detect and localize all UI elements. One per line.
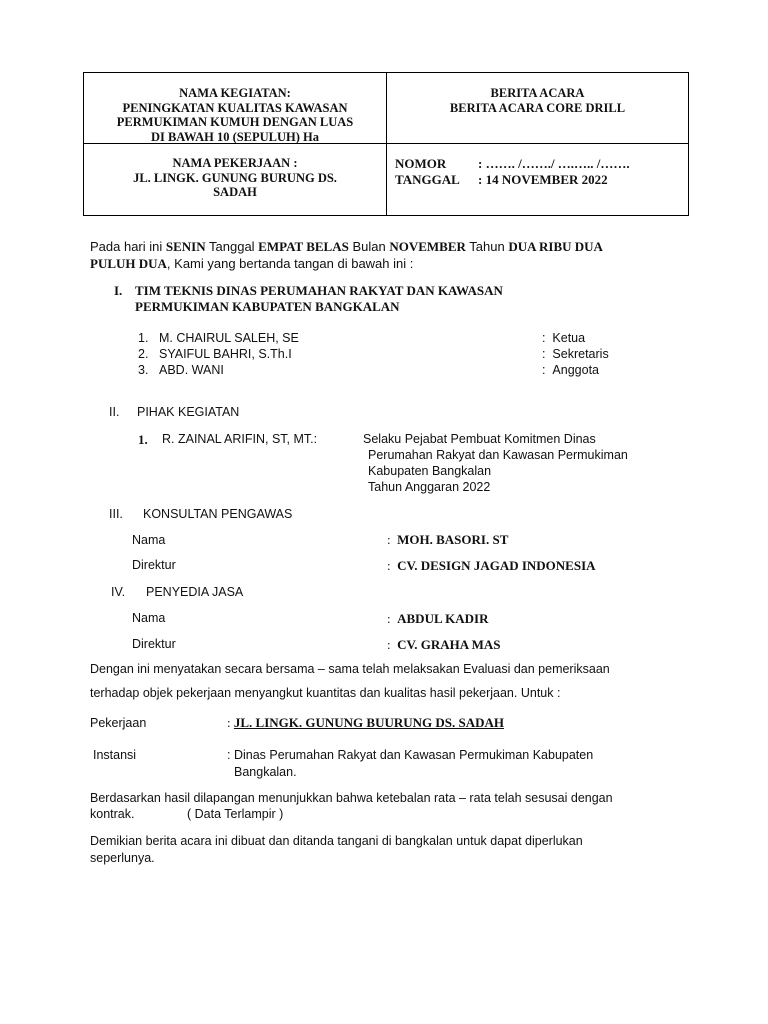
statement-line: terhadap objek pekerjaan menyangkut kuantitas dan kualitas hasil pekerjaan. Untuk : — [90, 686, 561, 700]
document-title: BERITA ACARA — [490, 86, 585, 100]
konsultan-direktur-value: : CV. DESIGN JAGAD INDONESIA — [387, 558, 596, 573]
pekerjaan-value: : JL. LINGK. GUNUNG BUURUNG DS. SADAH — [227, 715, 505, 730]
statement-line: Dengan ini menyatakan secara bersama – sama telah melaksakan Evaluasi dan pemeriksaan — [90, 662, 610, 676]
pekerjaan-line: JL. LINGK. GUNUNG BURUNG DS. — [133, 170, 337, 185]
member-role: : Anggota — [542, 363, 599, 377]
nomor-value: : ……. /……./ ….….. /……. — [478, 156, 630, 171]
intro-line-1 — [90, 239, 603, 255]
section-1-number: I. — [114, 283, 123, 298]
instansi-value: Bangkalan. — [234, 765, 297, 779]
instansi-label: Instansi — [93, 748, 137, 762]
section-2-title: PIHAK KEGIATAN — [137, 405, 240, 419]
pekerjaan-cell — [84, 156, 386, 200]
section-4-title: PENYEDIA JASA — [146, 585, 244, 599]
penyedia-direktur-value: : CV. GRAHA MAS — [387, 637, 501, 652]
nomor-label: NOMOR — [395, 156, 447, 171]
closing-line: Demikian berita acara ini dibuat dan ditanda tangani di bangkalan untuk dapat diperlukan — [90, 834, 583, 848]
intro-text: Bulan — [348, 239, 390, 254]
intro-line-2 — [90, 256, 413, 272]
pekerjaan-label: NAMA PEKERJAAN : — [172, 156, 298, 170]
member-number: 1. — [138, 331, 149, 345]
header-table — [83, 72, 689, 216]
pihak-desc: Kabupaten Bangkalan — [368, 464, 492, 478]
member-number: 3. — [138, 363, 149, 377]
document-subtitle: BERITA ACARA CORE DRILL — [449, 100, 626, 115]
intro-text: Tanggal — [205, 239, 259, 254]
member-name: M. CHAIRUL SALEH, SE — [159, 331, 299, 345]
intro-date: EMPAT BELAS — [258, 239, 349, 254]
section-3-title: KONSULTAN PENGAWAS — [143, 507, 293, 521]
penyedia-nama-value: : ABDUL KADIR — [387, 611, 489, 626]
intro-month: NOVEMBER — [389, 239, 466, 254]
konsultan-nama-value: : MOH. BASORI. ST — [387, 532, 509, 547]
kegiatan-cell — [84, 86, 386, 144]
member-number: 2. — [138, 347, 149, 361]
kegiatan-label: NAMA KEGIATAN: — [179, 86, 291, 100]
konsultan-direktur-label: Direktur — [132, 558, 176, 572]
pihak-name: R. ZAINAL ARIFIN, ST, MT.: — [162, 432, 318, 446]
instansi-value: : Dinas Perumahan Rakyat dan Kawasan Permukiman Kabupaten — [227, 748, 594, 762]
pihak-desc: Selaku Pejabat Pembuat Komitmen Dinas — [363, 432, 596, 446]
pihak-desc: Tahun Anggaran 2022 — [368, 480, 491, 494]
section-1-title: TIM TEKNIS DINAS PERUMAHAN RAKYAT DAN KAWASAN — [135, 283, 503, 298]
member-name: SYAIFUL BAHRI, S.Th.I — [159, 347, 292, 361]
intro-text: , Kami yang bertanda tangan di bawah ini : — [166, 256, 414, 271]
intro-day: SENIN — [165, 239, 206, 254]
pekerjaan-label: Pekerjaan — [90, 716, 147, 730]
tanggal-value: : 14 NOVEMBER 2022 — [478, 172, 608, 187]
tanggal-label: TANGGAL — [395, 172, 460, 187]
pekerjaan-line: SADAH — [213, 185, 257, 199]
member-role: : Sekretaris — [542, 347, 609, 361]
result-note: ( Data Terlampir ) — [187, 807, 284, 821]
document-title-cell — [387, 86, 688, 115]
section-1-title: PERMUKIMAN KABUPATEN BANGKALAN — [135, 299, 400, 314]
nomor-tanggal-cell — [395, 156, 685, 188]
konsultan-nama-label: Nama — [132, 533, 166, 547]
result-line: Berdasarkan hasil dilapangan menunjukkan bahwa ketebalan rata – rata telah sesusai dengan — [90, 791, 613, 805]
intro-text: Pada hari ini — [90, 239, 166, 254]
pihak-desc: Perumahan Rakyat dan Kawasan Permukiman — [368, 448, 628, 462]
intro-year: PULUH DUA — [90, 256, 167, 271]
section-3-number: III. — [109, 507, 123, 521]
closing-line: seperlunya. — [90, 851, 155, 865]
intro-text: Tahun — [465, 239, 509, 254]
pihak-number: 1. — [138, 432, 148, 447]
section-2-number: II. — [109, 405, 120, 419]
intro-year: DUA RIBU DUA — [508, 239, 603, 254]
member-role: : Ketua — [542, 331, 586, 345]
penyedia-direktur-label: Direktur — [132, 637, 176, 651]
penyedia-nama-label: Nama — [132, 611, 166, 625]
kegiatan-line: PENINGKATAN KUALITAS KAWASAN — [122, 100, 348, 115]
kegiatan-line: DI BAWAH 10 (SEPULUH) Ha — [150, 129, 320, 144]
result-line: kontrak. — [90, 807, 135, 821]
kegiatan-line: PERMUKIMAN KUMUH DENGAN LUAS — [116, 115, 354, 129]
section-4-number: IV. — [111, 585, 126, 599]
member-name: ABD. WANI — [159, 363, 224, 377]
